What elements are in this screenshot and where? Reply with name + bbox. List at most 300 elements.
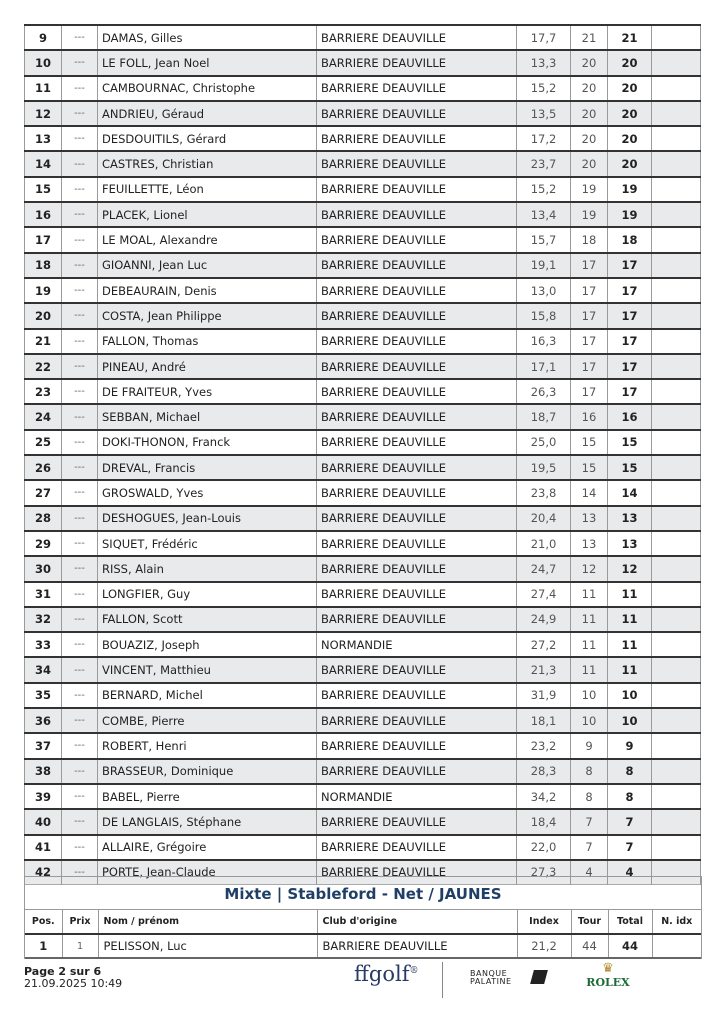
- round-score-cell: 8: [571, 784, 608, 809]
- total-cell: 11: [608, 607, 652, 632]
- prize-cell: ---: [62, 455, 98, 480]
- name-cell: GIOANNI, Jean Luc: [98, 253, 317, 278]
- prize-cell: ---: [62, 683, 98, 708]
- category-table: [25, 910, 701, 959]
- name-cell: GROSWALD, Yves: [98, 480, 317, 505]
- total-cell: 13: [608, 531, 652, 556]
- position-cell: 15: [25, 177, 62, 202]
- page-number: Page 2 sur 6: [24, 965, 102, 978]
- prize-cell: ---: [62, 151, 98, 176]
- prize-cell: ---: [62, 177, 98, 202]
- total-cell: 17: [608, 329, 652, 354]
- prize-cell: ---: [62, 556, 98, 581]
- index-cell: 17,7: [517, 25, 571, 50]
- results-table: [24, 24, 701, 885]
- table-row: [25, 101, 701, 126]
- position-cell: 1: [25, 934, 62, 958]
- position-cell: 25: [25, 430, 62, 455]
- prize-cell: ---: [62, 784, 98, 809]
- round-score-cell: 15: [571, 455, 608, 480]
- index-cell: 13,0: [517, 278, 571, 303]
- total-cell: 10: [608, 708, 652, 733]
- total-cell: 13: [608, 506, 652, 531]
- club-cell: BARRIERE DEAUVILLE: [317, 582, 517, 607]
- name-cell: LE FOLL, Jean Noel: [98, 50, 317, 75]
- category-section: [24, 876, 702, 959]
- new-index-cell: [652, 25, 701, 50]
- index-cell: 31,9: [517, 683, 571, 708]
- prize-cell: ---: [62, 354, 98, 379]
- new-index-cell: [652, 202, 701, 227]
- position-cell: 28: [25, 506, 62, 531]
- prize-cell: ---: [62, 582, 98, 607]
- club-cell: BARRIERE DEAUVILLE: [317, 126, 517, 151]
- club-cell: BARRIERE DEAUVILLE: [317, 733, 517, 758]
- table-row: [25, 126, 701, 151]
- header-pos: Pos.: [31, 916, 55, 927]
- index-cell: 13,5: [517, 101, 571, 126]
- club-cell: BARRIERE DEAUVILLE: [317, 759, 517, 784]
- table-row: [25, 455, 701, 480]
- index-cell: 20,4: [517, 506, 571, 531]
- table-row: [25, 278, 701, 303]
- total-cell: 44: [608, 934, 652, 958]
- club-cell: BARRIERE DEAUVILLE: [317, 708, 517, 733]
- new-index-cell: [652, 934, 701, 958]
- banque-palatine-logo: [470, 970, 512, 986]
- new-index-cell: [652, 101, 701, 126]
- index-cell: 18,1: [517, 708, 571, 733]
- round-score-cell: 7: [571, 835, 608, 860]
- name-cell: FALLON, Thomas: [98, 329, 317, 354]
- total-cell: 14: [608, 480, 652, 505]
- new-index-cell: [652, 329, 701, 354]
- index-cell: 23,7: [517, 151, 571, 176]
- index-cell: 17,2: [517, 126, 571, 151]
- round-score-cell: 19: [571, 177, 608, 202]
- index-cell: 21,0: [517, 531, 571, 556]
- round-score-cell: 11: [571, 632, 608, 657]
- index-cell: 13,3: [517, 50, 571, 75]
- new-index-cell: [652, 733, 701, 758]
- table-row: [25, 531, 701, 556]
- total-cell: 20: [608, 101, 652, 126]
- round-score-cell: 17: [571, 303, 608, 328]
- name-cell: DREVAL, Francis: [98, 455, 317, 480]
- position-cell: 19: [25, 278, 62, 303]
- name-cell: DAMAS, Gilles: [98, 25, 317, 50]
- name-cell: DEBEAURAIN, Denis: [98, 278, 317, 303]
- header-club: Club d'origine: [317, 910, 517, 934]
- total-cell: 8: [608, 759, 652, 784]
- registered-icon: ®: [409, 966, 419, 976]
- prize-cell: ---: [62, 25, 98, 50]
- footer-info: [24, 966, 122, 990]
- position-cell: 33: [25, 632, 62, 657]
- prize-cell: ---: [62, 126, 98, 151]
- name-cell: FALLON, Scott: [98, 607, 317, 632]
- header-prix: Prix: [62, 910, 98, 934]
- new-index-cell: [652, 50, 701, 75]
- table-row: [25, 835, 701, 860]
- round-score-cell: 14: [571, 480, 608, 505]
- club-cell: BARRIERE DEAUVILLE: [317, 50, 517, 75]
- new-index-cell: [652, 784, 701, 809]
- total-cell: 20: [608, 151, 652, 176]
- index-cell: 21,2: [517, 934, 571, 958]
- new-index-cell: [652, 404, 701, 429]
- table-row: [25, 303, 701, 328]
- position-cell: 37: [25, 733, 62, 758]
- round-score-cell: 17: [571, 278, 608, 303]
- club-cell: BARRIERE DEAUVILLE: [317, 177, 517, 202]
- round-score-cell: 13: [571, 531, 608, 556]
- position-cell: 11: [25, 76, 62, 101]
- club-cell: BARRIERE DEAUVILLE: [317, 607, 517, 632]
- name-cell: DE LANGLAIS, Stéphane: [98, 809, 317, 834]
- prize-cell: ---: [62, 50, 98, 75]
- index-cell: 24,7: [517, 556, 571, 581]
- round-score-cell: 21: [571, 25, 608, 50]
- position-cell: 14: [25, 151, 62, 176]
- name-cell: RISS, Alain: [98, 556, 317, 581]
- new-index-cell: [652, 253, 701, 278]
- table-row: [25, 632, 701, 657]
- prize-cell: ---: [62, 480, 98, 505]
- name-cell: PELISSON, Luc: [98, 934, 317, 958]
- new-index-cell: [652, 607, 701, 632]
- new-index-cell: [652, 506, 701, 531]
- total-cell: 11: [608, 657, 652, 682]
- new-index-cell: [652, 354, 701, 379]
- prize-cell: ---: [62, 809, 98, 834]
- name-cell: COMBE, Pierre: [98, 708, 317, 733]
- header-name: Nom / prénom: [98, 910, 317, 934]
- prize-cell: ---: [62, 632, 98, 657]
- name-cell: BERNARD, Michel: [98, 683, 317, 708]
- position-cell: 21: [25, 329, 62, 354]
- new-index-cell: [652, 177, 701, 202]
- club-cell: BARRIERE DEAUVILLE: [317, 683, 517, 708]
- round-score-cell: 8: [571, 759, 608, 784]
- total-cell: 17: [608, 379, 652, 404]
- table-row: [25, 683, 701, 708]
- round-score-cell: 12: [571, 556, 608, 581]
- round-score-cell: 17: [571, 329, 608, 354]
- name-cell: COSTA, Jean Philippe: [98, 303, 317, 328]
- round-score-cell: 16: [571, 404, 608, 429]
- round-score-cell: 20: [571, 76, 608, 101]
- position-cell: 10: [25, 50, 62, 75]
- new-index-cell: [652, 531, 701, 556]
- club-cell: BARRIERE DEAUVILLE: [317, 556, 517, 581]
- club-cell: BARRIERE DEAUVILLE: [317, 480, 517, 505]
- club-cell: BARRIERE DEAUVILLE: [317, 835, 517, 860]
- index-cell: 21,3: [517, 657, 571, 682]
- prize-cell: ---: [62, 708, 98, 733]
- header-row: [25, 910, 701, 934]
- round-score-cell: 20: [571, 126, 608, 151]
- table-row: [25, 354, 701, 379]
- new-index-cell: [652, 657, 701, 682]
- club-cell: BARRIERE DEAUVILLE: [317, 303, 517, 328]
- table-row: [25, 253, 701, 278]
- table-row: [25, 227, 701, 252]
- table-row: [25, 759, 701, 784]
- prize-cell: ---: [62, 202, 98, 227]
- name-cell: LONGFIER, Guy: [98, 582, 317, 607]
- prize-cell: ---: [62, 506, 98, 531]
- name-cell: DESHOGUES, Jean-Louis: [98, 506, 317, 531]
- index-cell: 19,5: [517, 455, 571, 480]
- prize-cell: ---: [62, 860, 98, 885]
- name-cell: CASTRES, Christian: [98, 151, 317, 176]
- total-cell: 17: [608, 253, 652, 278]
- round-score-cell: 11: [571, 582, 608, 607]
- round-score-cell: 17: [571, 253, 608, 278]
- club-cell: BARRIERE DEAUVILLE: [317, 506, 517, 531]
- index-cell: 13,4: [517, 202, 571, 227]
- position-cell: 38: [25, 759, 62, 784]
- new-index-cell: [652, 759, 701, 784]
- round-score-cell: 44: [571, 934, 608, 958]
- club-cell: BARRIERE DEAUVILLE: [317, 860, 517, 885]
- club-cell: BARRIERE DEAUVILLE: [317, 531, 517, 556]
- round-score-cell: 10: [571, 683, 608, 708]
- prize-cell: ---: [62, 303, 98, 328]
- club-cell: BARRIERE DEAUVILLE: [317, 227, 517, 252]
- new-index-cell: [652, 455, 701, 480]
- club-cell: BARRIERE DEAUVILLE: [317, 455, 517, 480]
- position-cell: 17: [25, 227, 62, 252]
- table-row: [25, 733, 701, 758]
- index-cell: 24,9: [517, 607, 571, 632]
- position-cell: 36: [25, 708, 62, 733]
- table-row: [25, 708, 701, 733]
- table-row: [25, 379, 701, 404]
- name-cell: BABEL, Pierre: [98, 784, 317, 809]
- table-row: [25, 177, 701, 202]
- prize-cell: ---: [62, 101, 98, 126]
- position-cell: 26: [25, 455, 62, 480]
- prize-cell: ---: [62, 835, 98, 860]
- position-cell: 32: [25, 607, 62, 632]
- round-score-cell: 13: [571, 506, 608, 531]
- position-cell: 22: [25, 354, 62, 379]
- total-cell: 11: [608, 632, 652, 657]
- index-cell: 23,2: [517, 733, 571, 758]
- table-row: [25, 329, 701, 354]
- total-cell: 17: [608, 278, 652, 303]
- new-index-cell: [652, 126, 701, 151]
- palatine-line2: PALATINE: [470, 977, 512, 986]
- rolex-logo: [583, 962, 633, 989]
- club-cell: BARRIERE DEAUVILLE: [317, 404, 517, 429]
- total-cell: 16: [608, 404, 652, 429]
- prize-cell: ---: [62, 227, 98, 252]
- name-cell: DESDOUITILS, Gérard: [98, 126, 317, 151]
- palatine-line1: BANQUE: [470, 969, 508, 978]
- index-cell: 34,2: [517, 784, 571, 809]
- new-index-cell: [652, 227, 701, 252]
- index-cell: 15,2: [517, 76, 571, 101]
- table-row: [25, 430, 701, 455]
- prize-cell: ---: [62, 430, 98, 455]
- new-index-cell: [652, 683, 701, 708]
- position-cell: 27: [25, 480, 62, 505]
- header-total: Total: [608, 910, 652, 934]
- position-cell: 13: [25, 126, 62, 151]
- position-cell: 16: [25, 202, 62, 227]
- prize-cell: ---: [62, 278, 98, 303]
- total-cell: 20: [608, 76, 652, 101]
- name-cell: PORTE, Jean-Claude: [98, 860, 317, 885]
- name-cell: BRASSEUR, Dominique: [98, 759, 317, 784]
- round-score-cell: 4: [571, 860, 608, 885]
- name-cell: PINEAU, André: [98, 354, 317, 379]
- header-nidx: N. idx: [652, 910, 701, 934]
- new-index-cell: [652, 556, 701, 581]
- total-cell: 12: [608, 556, 652, 581]
- table-row: [25, 657, 701, 682]
- prize-cell: ---: [62, 657, 98, 682]
- table-row: [25, 784, 701, 809]
- index-cell: 15,7: [517, 227, 571, 252]
- position-cell: 24: [25, 404, 62, 429]
- table-row: [25, 404, 701, 429]
- position-cell: 31: [25, 582, 62, 607]
- prize-cell: ---: [62, 76, 98, 101]
- total-cell: 9: [608, 733, 652, 758]
- new-index-cell: [652, 632, 701, 657]
- total-cell: 4: [608, 860, 652, 885]
- club-cell: BARRIERE DEAUVILLE: [317, 354, 517, 379]
- prize-cell: ---: [62, 404, 98, 429]
- table-row: [25, 480, 701, 505]
- club-cell: BARRIERE DEAUVILLE: [317, 278, 517, 303]
- index-cell: 19,1: [517, 253, 571, 278]
- index-cell: 18,4: [517, 809, 571, 834]
- club-cell: NORMANDIE: [317, 632, 517, 657]
- position-cell: 12: [25, 101, 62, 126]
- table-row: [25, 151, 701, 176]
- total-cell: 20: [608, 126, 652, 151]
- table-row: [25, 607, 701, 632]
- total-cell: 15: [608, 455, 652, 480]
- total-cell: 8: [608, 784, 652, 809]
- round-score-cell: 19: [571, 202, 608, 227]
- new-index-cell: [652, 480, 701, 505]
- total-cell: 10: [608, 683, 652, 708]
- club-cell: BARRIERE DEAUVILLE: [317, 379, 517, 404]
- palatine-mark-icon: [530, 970, 548, 984]
- total-cell: 21: [608, 25, 652, 50]
- total-cell: 19: [608, 202, 652, 227]
- index-cell: 26,3: [517, 379, 571, 404]
- index-cell: 28,3: [517, 759, 571, 784]
- prize-cell: ---: [62, 759, 98, 784]
- new-index-cell: [652, 379, 701, 404]
- club-cell: BARRIERE DEAUVILLE: [317, 25, 517, 50]
- prize-cell: ---: [62, 531, 98, 556]
- club-cell: BARRIERE DEAUVILLE: [317, 76, 517, 101]
- new-index-cell: [652, 151, 701, 176]
- round-score-cell: 15: [571, 430, 608, 455]
- new-index-cell: [652, 303, 701, 328]
- club-cell: BARRIERE DEAUVILLE: [317, 202, 517, 227]
- name-cell: ROBERT, Henri: [98, 733, 317, 758]
- total-cell: 17: [608, 354, 652, 379]
- club-cell: BARRIERE DEAUVILLE: [317, 151, 517, 176]
- table-row: [25, 202, 701, 227]
- round-score-cell: 20: [571, 151, 608, 176]
- position-cell: 35: [25, 683, 62, 708]
- round-score-cell: 17: [571, 354, 608, 379]
- index-cell: 15,2: [517, 177, 571, 202]
- name-cell: DE FRAITEUR, Yves: [98, 379, 317, 404]
- round-score-cell: 17: [571, 379, 608, 404]
- total-cell: 19: [608, 177, 652, 202]
- prize-cell: ---: [62, 607, 98, 632]
- club-cell: BARRIERE DEAUVILLE: [317, 809, 517, 834]
- table-row: [25, 50, 701, 75]
- round-score-cell: 11: [571, 657, 608, 682]
- new-index-cell: [652, 582, 701, 607]
- index-cell: 25,0: [517, 430, 571, 455]
- total-cell: 18: [608, 227, 652, 252]
- index-cell: 27,2: [517, 632, 571, 657]
- new-index-cell: [652, 278, 701, 303]
- new-index-cell: [652, 809, 701, 834]
- prize-cell: 1: [62, 934, 98, 958]
- round-score-cell: 20: [571, 50, 608, 75]
- name-cell: ANDRIEU, Géraud: [98, 101, 317, 126]
- round-score-cell: 18: [571, 227, 608, 252]
- total-cell: 7: [608, 809, 652, 834]
- index-cell: 15,8: [517, 303, 571, 328]
- index-cell: 27,3: [517, 860, 571, 885]
- round-score-cell: 20: [571, 101, 608, 126]
- round-score-cell: 11: [571, 607, 608, 632]
- table-row: [25, 76, 701, 101]
- header-index: Index: [517, 910, 571, 934]
- total-cell: 11: [608, 582, 652, 607]
- round-score-cell: 7: [571, 809, 608, 834]
- name-cell: PLACEK, Lionel: [98, 202, 317, 227]
- ffgolf-logo: [354, 962, 419, 986]
- club-cell: BARRIERE DEAUVILLE: [317, 253, 517, 278]
- position-cell: 29: [25, 531, 62, 556]
- header-tour: Tour: [571, 910, 608, 934]
- position-cell: 20: [25, 303, 62, 328]
- print-datetime: 21.09.2025 10:49: [24, 977, 123, 990]
- position-cell: 34: [25, 657, 62, 682]
- total-cell: 20: [608, 50, 652, 75]
- table-row: [25, 809, 701, 834]
- round-score-cell: 10: [571, 708, 608, 733]
- position-cell: 30: [25, 556, 62, 581]
- index-cell: 17,1: [517, 354, 571, 379]
- new-index-cell: [652, 430, 701, 455]
- club-cell: BARRIERE DEAUVILLE: [317, 934, 517, 958]
- ffgolf-wordmark: ffgolf: [354, 962, 410, 986]
- position-cell: 41: [25, 835, 62, 860]
- position-cell: 42: [25, 860, 62, 885]
- position-cell: 18: [25, 253, 62, 278]
- table-row: [25, 25, 701, 50]
- position-cell: 39: [25, 784, 62, 809]
- index-cell: 18,7: [517, 404, 571, 429]
